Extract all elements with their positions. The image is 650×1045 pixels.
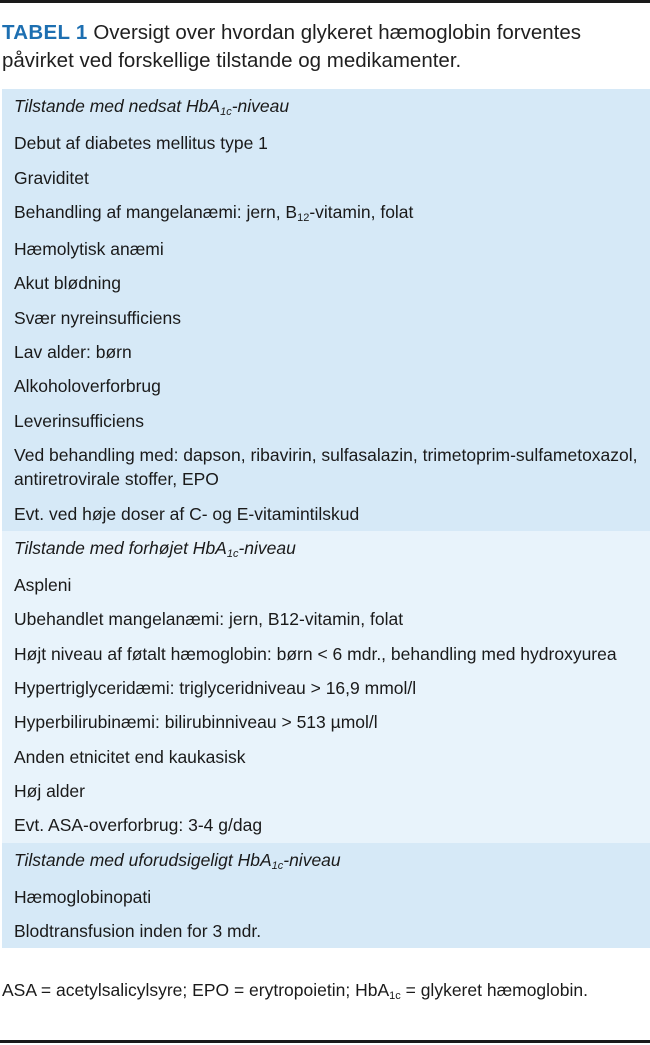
- table-row: Debut af diabetes mellitus type 1: [14, 133, 268, 154]
- table-row: Højt niveau af føtalt hæmoglobin: børn < 6 mdr., behandling med hydroxyurea: [14, 643, 617, 664]
- table-row: [2, 195, 650, 232]
- heading-text: Tilstande med forhøjet HbA: [14, 537, 227, 558]
- table-row: Anden etnicitet end kaukasisk: [14, 746, 246, 767]
- table-row: Alkoholoverforbrug: [14, 376, 161, 397]
- row-suffix: -vitamin, folat: [309, 201, 414, 222]
- footnote-text: ASA = acetylsalicylsyre; EPO = erytropoietin; HbA: [2, 980, 390, 1000]
- heading-text: Tilstande med nedsat HbA: [14, 96, 221, 116]
- table-footnote: [2, 977, 642, 1006]
- table-row: Lav alder: børn: [14, 342, 132, 363]
- section-heading-unpredictable: [2, 843, 650, 880]
- table-label: TABEL 1: [2, 21, 88, 44]
- heading-subscript: 1c: [226, 547, 239, 560]
- table-row: Hyperbilirubinæmi: bilirubinniveau > 513 µmol/l: [14, 712, 378, 733]
- table-row: Svær nyreinsufficiens: [14, 307, 181, 328]
- table-row: Aspleni: [14, 575, 72, 596]
- table-caption: [2, 19, 647, 75]
- heading-text: Tilstande med uforudsigeligt HbA: [14, 849, 272, 870]
- table-row: Høj alder: [14, 780, 85, 801]
- table-row: Graviditet: [14, 167, 89, 188]
- row-text: Behandling af mangelanæmi: jern, B: [14, 201, 298, 222]
- footnote-suffix: = glykeret hæmoglobin.: [400, 980, 589, 1000]
- table-row: Akut blødning: [14, 273, 122, 294]
- table-row: Hæmoglobinopati: [14, 886, 152, 907]
- table-row: Hæmolytisk anæmi: [14, 239, 164, 260]
- table-row: Evt. ved høje doser af C- og E-vitamintilskud: [14, 503, 360, 524]
- hba1c-table: [2, 89, 650, 948]
- heading-subscript: 1c: [220, 106, 232, 118]
- table-row: Leverinsufficiens: [14, 410, 145, 431]
- caption-text: Oversigt over hvordan glykeret hæmoglobin forventes påvirket ved forskellige tilstande og medikamenter.: [2, 21, 582, 72]
- section-heading-elevated: [2, 531, 650, 568]
- section-elevated: [2, 531, 650, 843]
- bottom-rule: [0, 1040, 650, 1043]
- section-heading-reduced: [2, 89, 650, 126]
- heading-suffix: -niveau: [283, 849, 341, 870]
- table-row: Blodtransfusion inden for 3 mdr.: [14, 921, 262, 942]
- heading-suffix: -niveau: [238, 537, 296, 558]
- table-row: Ved behandling med: dapson, ribavirin, sulfasalazin, trimetoprim-sulfametoxazol, antiretrovirale stoffer, EPO: [14, 444, 638, 490]
- row-subscript: 12: [297, 211, 310, 224]
- heading-suffix: -niveau: [231, 96, 290, 116]
- table-row: Evt. ASA-overforbrug: 3-4 g/dag: [14, 815, 263, 836]
- section-unpredictable: [2, 843, 650, 949]
- top-rule: [0, 0, 650, 3]
- section-reduced: [2, 89, 650, 531]
- heading-subscript: 1c: [271, 859, 284, 872]
- table-row: Ubehandlet mangelanæmi: jern, B12-vitamin, folat: [14, 609, 404, 630]
- table-row: Hypertriglyceridæmi: triglyceridniveau > 16,9 mmol/l: [14, 678, 417, 699]
- footnote-subscript: 1c: [389, 990, 401, 1002]
